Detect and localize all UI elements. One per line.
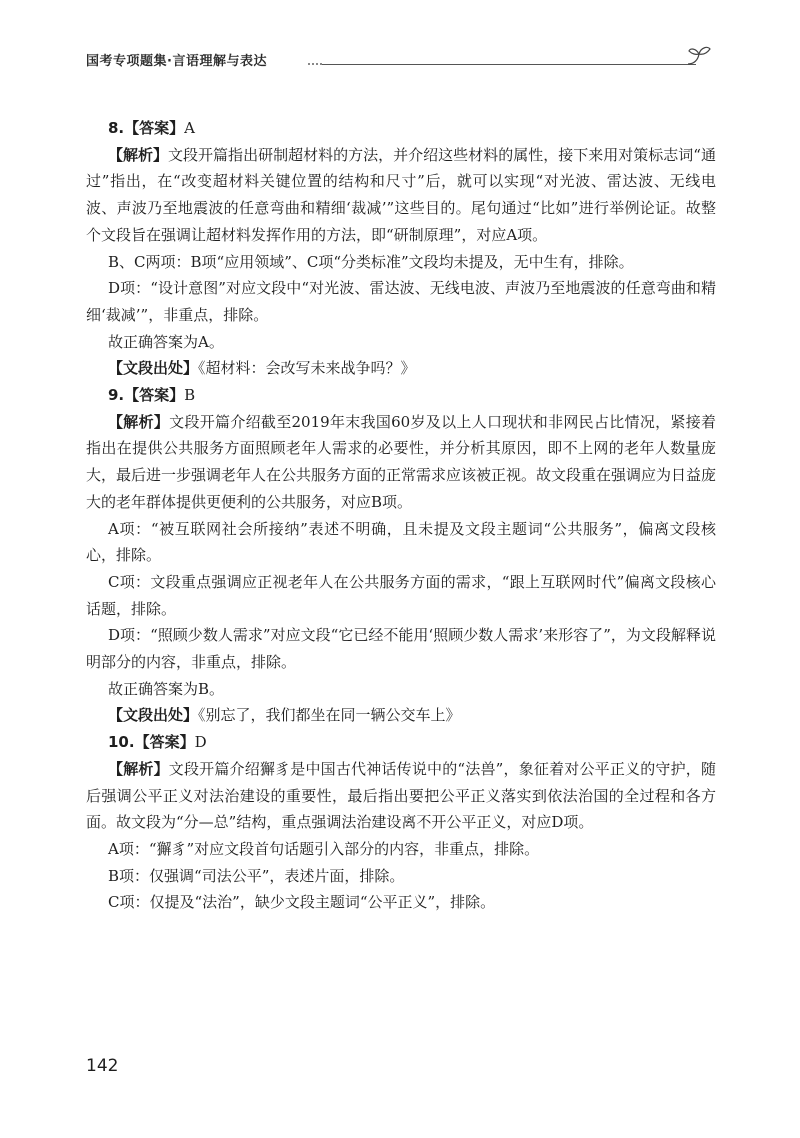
header-rule [322,64,696,65]
option-b-10: B项：仅强调“司法公平”，表述片面，排除。 [108,866,405,885]
header-title: 国考专项题集·言语理解与表达 [86,54,267,69]
option-a-9: A项：“被互联网社会所接纳”表述不明确，且未提及文段主题词“公共服务”，偏离文段核心，排除。 [86,519,716,565]
analysis-8: 【解析】文段开篇指出研制超材料的方法，并介绍这些材料的属性，接下来用对策标志词“通过”指出，在“改变超材料关键位置的结构和尺寸”后，就可以实现“对光波、雷达波、无线电波、声波乃至地震波的任意弯曲和精细‘裁减’”这些目的。尾句通过“比如”进行举例论证。故整个文段旨在强调让超材料发挥作用的方法，即“研制原理”，对应A项。 [86,145,716,244]
option-c-10: C项：仅提及“法治”，缺少文段主题词“公平正义”，排除。 [108,893,496,912]
source-8: 【文段出处】《超材料：会改写未来战争吗？》 [108,359,416,378]
option-a-10: A项：“獬豸”对应文段首句话题引入部分的内容，非重点，排除。 [108,839,540,858]
page-number: 142 [86,1056,119,1076]
answer-content [86,115,716,916]
source-9: 【文段出处】《别忘了，我们都坐在同一辆公交车上》 [108,706,461,725]
option-bc-8: B、C两项：B项“应用领域”、C项“分类标准”文段均未提及，无中生有，排除。 [108,252,634,271]
option-d-8: D项：“设计意图”对应文段中“对光波、雷达波、无线电波、声波乃至地震波的任意弯曲和精细‘裁减’”，非重点，排除。 [86,279,716,324]
conclusion-8: 故正确答案为A。 [108,332,224,351]
running-header [86,42,716,72]
header-dash [308,63,322,65]
analysis-10: 【解析】文段开篇介绍獬豸是中国古代神话传说中的“法兽”，象征着对公平正义的守护，随后强调公平正义对法治建设的重要性，最后指出要把公平正义落实到依法治国的全过程和各方面。故文段为“分—总”结构，重点强调法治建设离不开公平正义，对应D项。 [86,759,716,832]
option-c-9: C项：文段重点强调应正视老年人在公共服务方面的需求，“跟上互联网时代”偏离文段核心话题，排除。 [86,572,716,618]
option-d-9: D项：“照顾少数人需求”对应文段“它已经不能用‘照顾少数人需求’来形容了”，为文段解释说明部分的内容，非重点，排除。 [86,626,716,672]
answer-9: 9.【答案】B [108,386,196,405]
analysis-9: 【解析】文段开篇介绍截至2019年末我国60岁及以上人口现状和非网民占比情况，紧接着指出在提供公共服务方面照顾老年人需求的必要性，并分析其原因，即不上网的老年人数量庞大，最后进一步强调老年人在公共服务方面的正常需求应该被正视。故文段重在强调应为日益庞大的老年群体提供更便利的公共服务，对应B项。 [86,412,717,511]
conclusion-9: 故正确答案为B。 [108,679,225,698]
sprout-icon [684,42,714,72]
answer-8: 8.【答案】A [108,119,195,137]
answer-10: 10.【答案】D [108,733,207,752]
